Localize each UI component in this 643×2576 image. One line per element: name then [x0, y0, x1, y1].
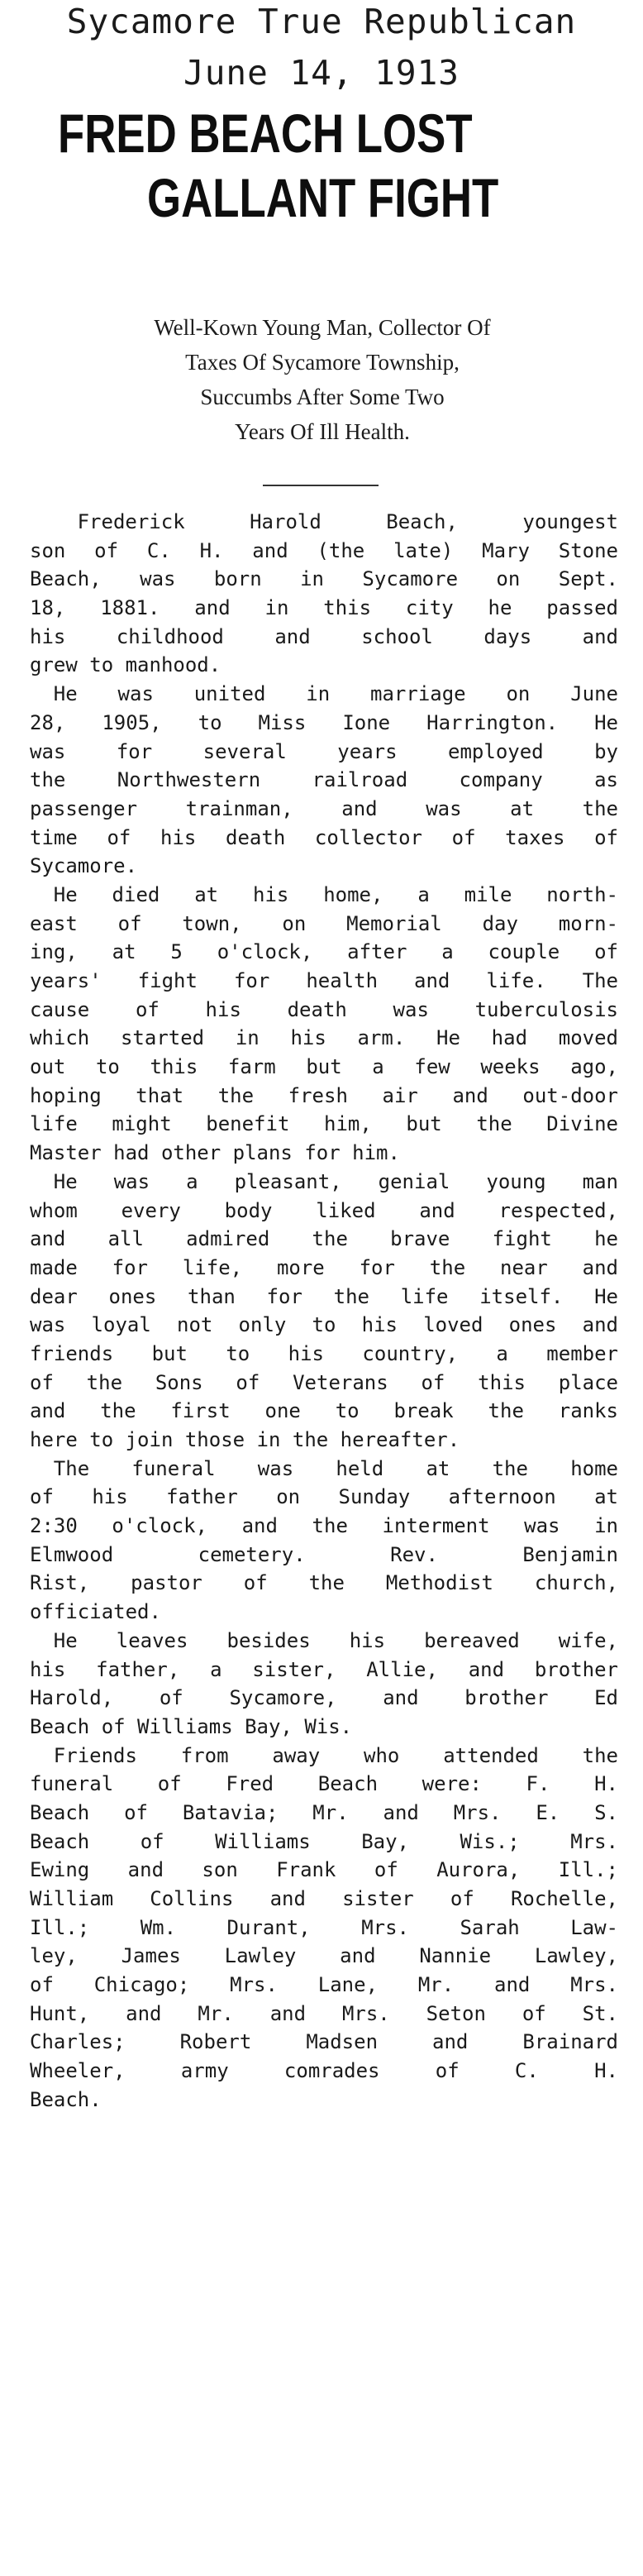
paragraph-line: He died at his home, a mile north- [53, 882, 618, 906]
paragraph-line: Wheeler, army comrades of C. H. [30, 2059, 618, 2083]
article-body [30, 508, 618, 2115]
paragraph-line: of his father on Sunday afternoon at [30, 1485, 618, 1509]
paragraph-line: Beach of Williams Bay, Wis.; Mrs. [30, 1829, 618, 1853]
paragraph-line: life might benefit him, but the Divine [30, 1112, 618, 1136]
paragraph-line: which started in his arm. He had moved [30, 1026, 618, 1050]
paragraph-line: and all admired the brave fight he [30, 1227, 618, 1251]
paragraph-line: Beach, was born in Sycamore on Sept. [30, 567, 618, 591]
paragraph-line: 2:30 o'clock, and the interment was in [30, 1514, 618, 1538]
paragraph-line: Hunt, and Mr. and Mrs. Seton of St. [30, 2001, 618, 2025]
paragraph-line: and the first one to break the ranks [30, 1399, 618, 1423]
paragraph-line: son of C. H. and (the late) Mary Stone [30, 538, 618, 562]
paragraph-line: Elmwood cemetery. Rev. Benjamin [30, 1542, 618, 1566]
headline-line-2: GALLANT FIGHT [147, 167, 499, 228]
paragraph-line: Master had other plans for him. [30, 1141, 400, 1165]
subheadline [33, 310, 612, 449]
paragraph-line: was for several years employed by [30, 739, 618, 763]
article-paragraph [30, 680, 618, 881]
paragraph-line: friends but to his country, a member [30, 1341, 618, 1365]
headline-line-1: FRED BEACH LOST [58, 103, 473, 164]
subhead-line: Years Of Ill Health. [235, 419, 410, 444]
subhead-line: Taxes Of Sycamore Township, [185, 350, 460, 375]
subhead-line: Well-Kown Young Man, Collector Of [154, 315, 491, 340]
paragraph-line: The funeral was held at the home [53, 1456, 618, 1480]
paragraph-line: Charles; Robert Madsen and Brainard [30, 2030, 618, 2054]
paragraph-line: Rist, pastor of the Methodist church, [30, 1571, 618, 1595]
article-paragraph [30, 1742, 618, 2115]
paragraph-line: here to join those in the hereafter. [30, 1428, 460, 1451]
article-paragraph [30, 1627, 618, 1742]
paragraph-line: Beach of Williams Bay, Wis. [30, 1714, 353, 1738]
paragraph-line: William Collins and sister of Rochelle, [30, 1887, 618, 1910]
publication-date: June 14, 1913 [183, 53, 460, 93]
paragraph-line: east of town, on Memorial day morn- [30, 911, 618, 935]
paragraph-line: funeral of Fred Beach were: F. H. [30, 1772, 618, 1796]
paragraph-line: cause of his death was tuberculosis [30, 997, 618, 1021]
paragraph-line: was loyal not only to his loved ones and [30, 1313, 618, 1337]
paragraph-line: He was a pleasant, genial young man [53, 1169, 618, 1193]
paragraph-line: He leaves besides his bereaved wife, [53, 1628, 618, 1652]
paragraph-line: officiated. [30, 1600, 161, 1624]
paragraph-line: of the Sons of Veterans of this place [30, 1370, 618, 1394]
paragraph-line: Beach of Batavia; Mr. and Mrs. E. S. [30, 1800, 618, 1824]
paragraph-line: passenger trainman, and was at the [30, 796, 618, 820]
paragraph-line: Ewing and son Frank of Aurora, Ill.; [30, 1858, 618, 1882]
paragraph-line: Harold, of Sycamore, and brother Ed [30, 1686, 618, 1710]
paragraph-line: years' fight for health and life. The [30, 969, 618, 992]
paragraph-line: ley, James Lawley and Nannie Lawley, [30, 1944, 618, 1968]
article-paragraph [30, 881, 618, 1168]
newspaper-name: Sycamore True Republican [66, 2, 577, 41]
paragraph-line: Ill.; Wm. Durant, Mrs. Sarah Law- [30, 1915, 618, 1939]
paragraph-line: out to this farm but a few weeks ago, [30, 1055, 618, 1079]
paragraph-line: his childhood and school days and [30, 624, 618, 648]
paragraph-line: ing, at 5 o'clock, after a couple of [30, 940, 618, 964]
paragraph-line: Beach. [30, 2087, 102, 2111]
article-paragraph [30, 508, 618, 680]
paragraph-line: Frederick Harold Beach, youngest [77, 510, 618, 533]
paragraph-line: dear ones than for the life itself. He [30, 1284, 618, 1308]
paragraph-line: 18, 1881. and in this city he passed [30, 596, 618, 620]
paragraph-line: whom every body liked and respected, [30, 1198, 618, 1222]
subhead-line: Succumbs After Some Two [200, 385, 445, 409]
paragraph-line: 28, 1905, to Miss Ione Harrington. He [30, 710, 618, 734]
paragraph-line: grew to manhood. [30, 653, 221, 677]
paragraph-line: Sycamore. [30, 854, 138, 878]
article-paragraph [30, 1455, 618, 1627]
paragraph-line: hoping that the fresh air and out-door [30, 1083, 618, 1107]
divider-rule [263, 485, 379, 486]
paragraph-line: the Northwestern railroad company as [30, 768, 618, 792]
paragraph-line: time of his death collector of taxes of [30, 825, 618, 849]
article-paragraph [30, 1168, 618, 1455]
paragraph-line: of Chicago; Mrs. Lane, Mr. and Mrs. [30, 1973, 618, 1997]
paragraph-line: made for life, more for the near and [30, 1255, 618, 1279]
paragraph-line: Friends from away who attended the [53, 1743, 618, 1767]
paragraph-line: He was united in marriage on June [53, 682, 618, 706]
paragraph-line: his father, a sister, Allie, and brother [30, 1657, 618, 1681]
